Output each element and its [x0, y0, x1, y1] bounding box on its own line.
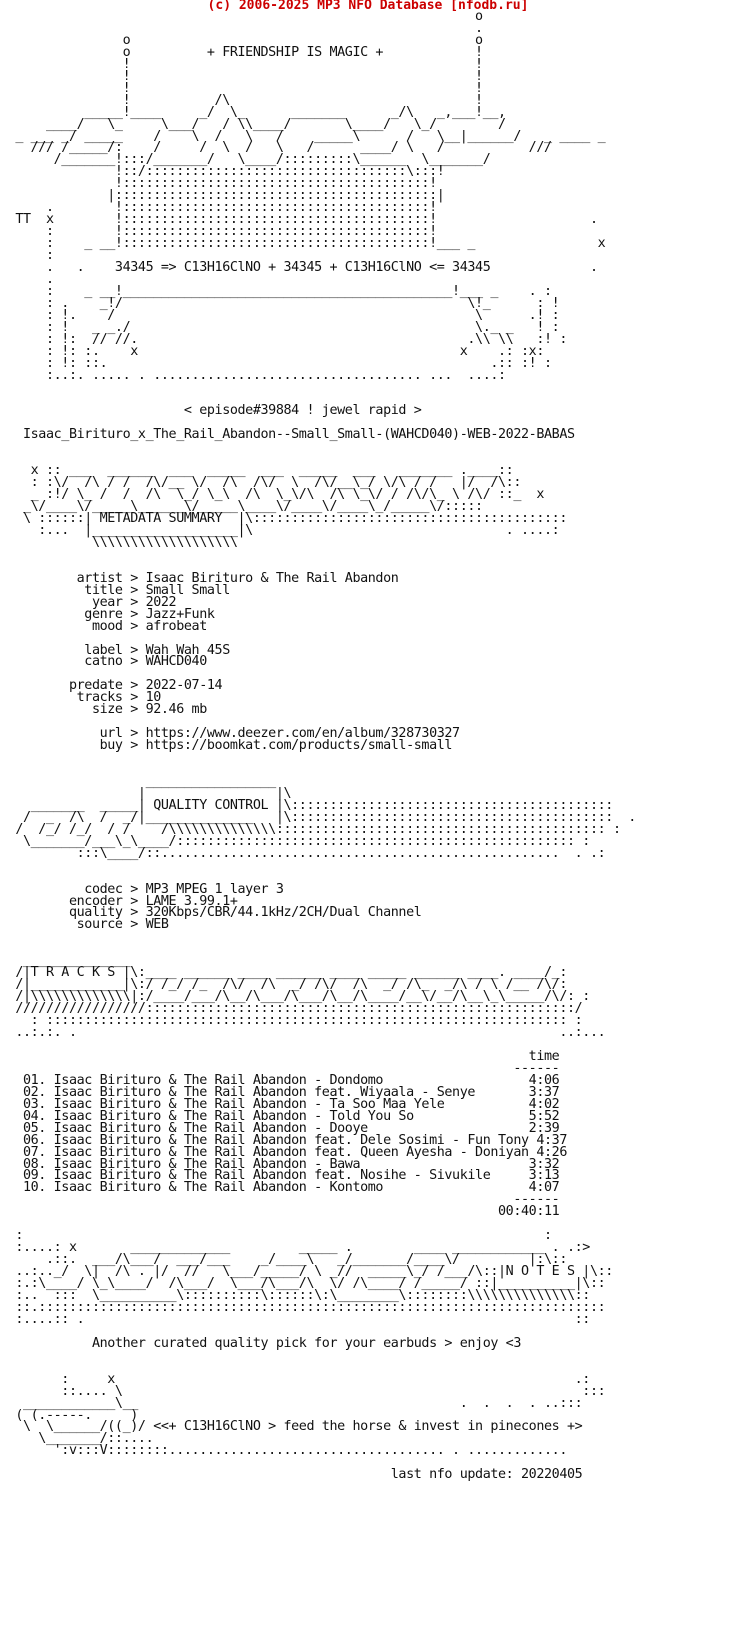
nfo-document: o . o o o + FRIENDSHIP IS MAGIC + ! ! ! ! ! ! ! ! /\ ! _____!____ _/ \_ _______ _/\ _,___!__, ____/ \_ \___/ / \\____/ \____/ \_/ / _ ___ _/ _____ / \ / \ / _____\ / \__|______/ _ ____ _ /// /_____/: / / \ / \ / ____/ \ / /// /_______!:::/_______/ \____/:::::::::\______ \_______/ !::/::::::::::::::::::::::::::::::::::\:::! !::::::::::::::::::::::::::::::::::::::::! |::::::::::::::::::::::::::::::::::::::::::| . !::::::::::::::::::::::::::::::::::::::::! TT x !::::::::::::::::::::::::::::::::::::::::! . : !::::::::::::::::::::::::::::::::::::::::! : _ __!::::::::::::::::::::::::::::::::::::::::!___ _ x : . . 34345 => C13H16ClNO + 34345 + C13H16ClNO <= 34345 . . : _ __!___________________________________________!___ _ . : : . _!/ \!_ : ! : !. / \ .! : : ! _ _./ \._ _ ! : : !: // //. .\\ \\ :! : : !: :. x x .: :x: : !: ::. .:: :! : :..:. ..... . ................................... ... ....: < episode#39884 ! jewel rapid > Isaac_Birituro_x_The_Rail_Abandon--Small_Small-(WAHCD040)-WEB-2022-BABAS x :: ___ ______ ___ _____ ___ _____ ___ _______ .____:: : :\/ /\ / / /\/__ \/ /\ /\/ \ /\/__\_/ \/\ / / |/ /\:: _ :!/ \_ / / /\ \_/ \_\ /\ \_\/\ /\ \_\/ / /\/\_ \ /\/ ::_ x _\/____\/_____\______\/_____\____\/____\/____\_/_____\/::::: \ ::::::| METADATA SUMMARY |\::::::::::::::::::::::::::::::::::::::::: :... |___________________|\ . ....: \\\\\\\\\\\\\\\\\\\ artist > Isaac Birituro & The Rail Abandon title > Small Small year > 2022 genre > Jazz+Funk mood > afrobeat label > Wah Wah 45S catno > WAHCD040 predate > 2022-07-14 tracks > 10 size > 92.46 mb url > https://www.deezer.com/en/album/328730327 buy > https://boomkat.com/products/small-small _________________ | |\ _______ _____| QUALITY CONTROL |\:::::::::::::::::::::::::::::::::::::::::: / _ /\ / _/|______________ |\:::::::::::::::::::::::::::::::::::::::::: . / /_/ /_/ / / /\\\\\\\\\\\\\\::::::::::::::::::::::::::::::::::::::::::: : \_______/___\_\____/:::::::::::::::::::::::::::::::::::::::::::::::::::: : :::\____/::.................................................... . .: codec > MP3 MPEG 1 layer 3 encoder > LAME 3.99.1+ quality > 320Kbps/CBR/44.1kHz/2CH/Dual Channel source > WEB ______________ /|T R A C K S |\:____ ______ ____ ______ ____ _____ ______ ____. ____/_: /|____________|\:/ /_/ /_ /\/ /\ _/ /\/ /\ _/ /\_ _/\ / \ /__ /\/: /|\\\\\\\\\\\\\|:/____/___/\__/\___/\___/\__/\____/__\/__/\__\_\_____/\/: : /////////////////::::::::::::::::::::::::::::::::::::::::::::::::::::::::/ : :::::::::::::::::::::::::::::::::::::::::::::::::::::::::::::::::::: : ..:.:. . ..:... time ------ 01. Isaac Birituro & The Rail Abandon - Dondomo 4:06 02. Isaac Birituro & The Rail Abandon feat. Wiyaala - Senye 3:37 03. Isaac Birituro & The Rail Abandon - Ta Soo Maa Yele 4:02 04. Isaac Birituro & The Rail Abandon - Told You So 5:52 05. Isaac Birituro & The Rail Abandon - Dooye 2:39 06. Isaac Birituro & The Rail Abandon feat. Dele Sosimi - Fun Tony 4:37 07. Isaac Birituro & The Rail Abandon feat. Queen Ayesha - Doniyan 4:26 08. Isaac Birituro & The Rail Abandon - Bawa 3:32 09. Isaac Birituro & The Rail Abandon feat. Nosihe - Sivukile 3:13 10. Isaac Birituro & The Rail Abandon - Kontomo 4:07 ------ 00:40:11 : : :....: x _____________ _____ . ____ ____________ . .:> .::. ___/\___/ ___/___ _/____\ _/_______/____\/ |:\:: ..:.._/ \| /\ . |/ // \___/_____/ \ _// _____\_/ /___/\::|N O T E S |\:: :.:\____/ \_\____/ /\___/ \___/\___/\ \/ /\____/ /_____/ ::|__________|\:: :.. ::: \__________\::::::::::\::::::\:\________\::::::::\\\\\\\\\\\\\\:: ::.:::::::::::::::::::::::::::::::::::::::::::::::::::::::::::::::::::::::::: :....:: . :: Another curated quality pick for your earbuds > enjoy <3 : x .: ::.... \ ::: ____________\__ . . . . ..::: ( (.-----. ) \ \______/((_)/ <<+ C13H16ClNO > feed the horse & invest in pinecones +> \_______/::.... ':v:::V::::::::.................................... . ............. last nfo update: 20220405: [15, 9, 636, 1483]
page-header: (c) 2006-2025 MP3 NFO Database [nfodb.ru]: [207, 0, 529, 13]
